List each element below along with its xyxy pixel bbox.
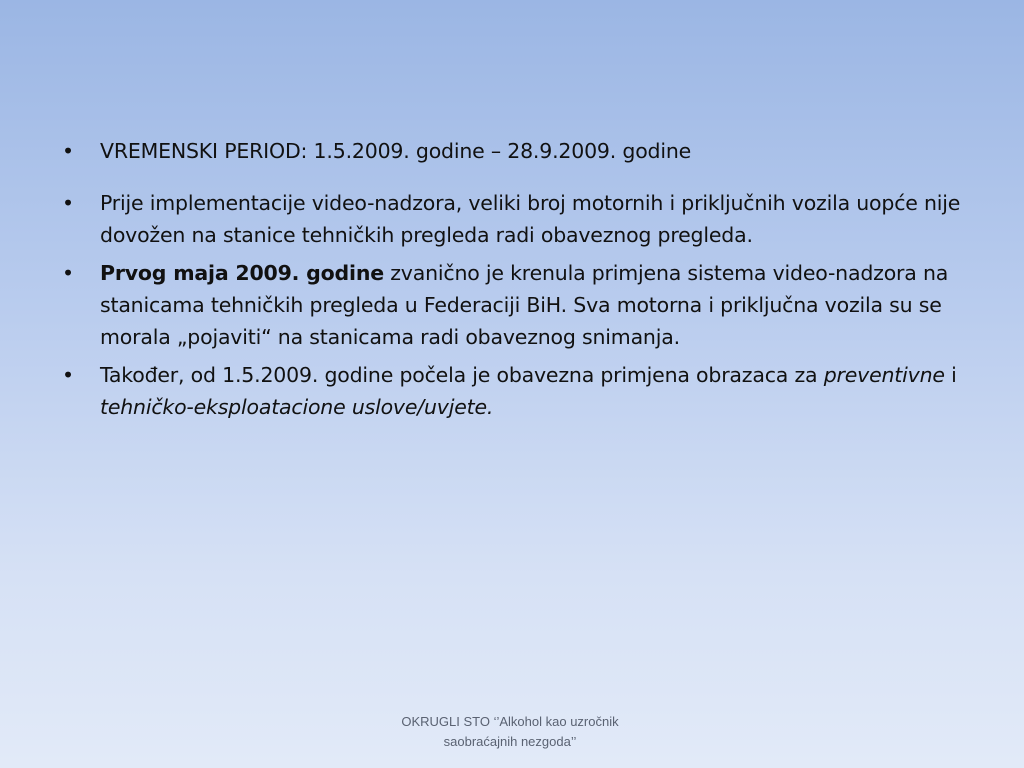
bullet-italic-preventive: preventivne: [823, 363, 945, 387]
bullet-text: Prije implementacije video-nadzora, veliki broj motornih i priključnih vozila uopće nije dovožen na stanice tehničkih pregleda radi obaveznog pregleda.: [100, 191, 961, 247]
footer-line-2: saobraćajnih nezgoda’’: [443, 734, 577, 749]
bullet-dot: •: [62, 261, 74, 285]
bullet-forms: [62, 359, 967, 423]
slide-footer: [360, 712, 660, 752]
bullet-connector: i: [944, 363, 957, 387]
bullet-time-period: [62, 135, 967, 167]
bullet-text: zvanično je krenula primjena sistema video-nadzora na stanicama tehničkih pregleda u Federaciji BiH. Sva motorna i priključna vozila su se morala „pojaviti“ na stanicama radi obaveznog snimanja.: [100, 261, 949, 349]
bullet-dot: •: [62, 363, 74, 387]
footer-line-1: OKRUGLI STO ‘’Alkohol kao uzročnik: [401, 714, 619, 729]
bullet-start-date: [62, 257, 967, 353]
bullet-text: Također, od 1.5.2009. godine počela je obavezna primjena obrazaca za: [100, 363, 824, 387]
bullet-text: VREMENSKI PERIOD: 1.5.2009. godine – 28.9.2009. godine: [100, 139, 692, 163]
bullet-dot: •: [62, 191, 74, 215]
bullet-bold-text: Prvog maja 2009. godine: [100, 261, 384, 285]
bullet-before-implementation: [62, 187, 967, 251]
bullet-italic-conditions: tehničko-eksploatacione uslove/uvjete.: [100, 395, 494, 419]
bullet-dot: •: [62, 139, 74, 163]
slide-content: [62, 135, 967, 423]
